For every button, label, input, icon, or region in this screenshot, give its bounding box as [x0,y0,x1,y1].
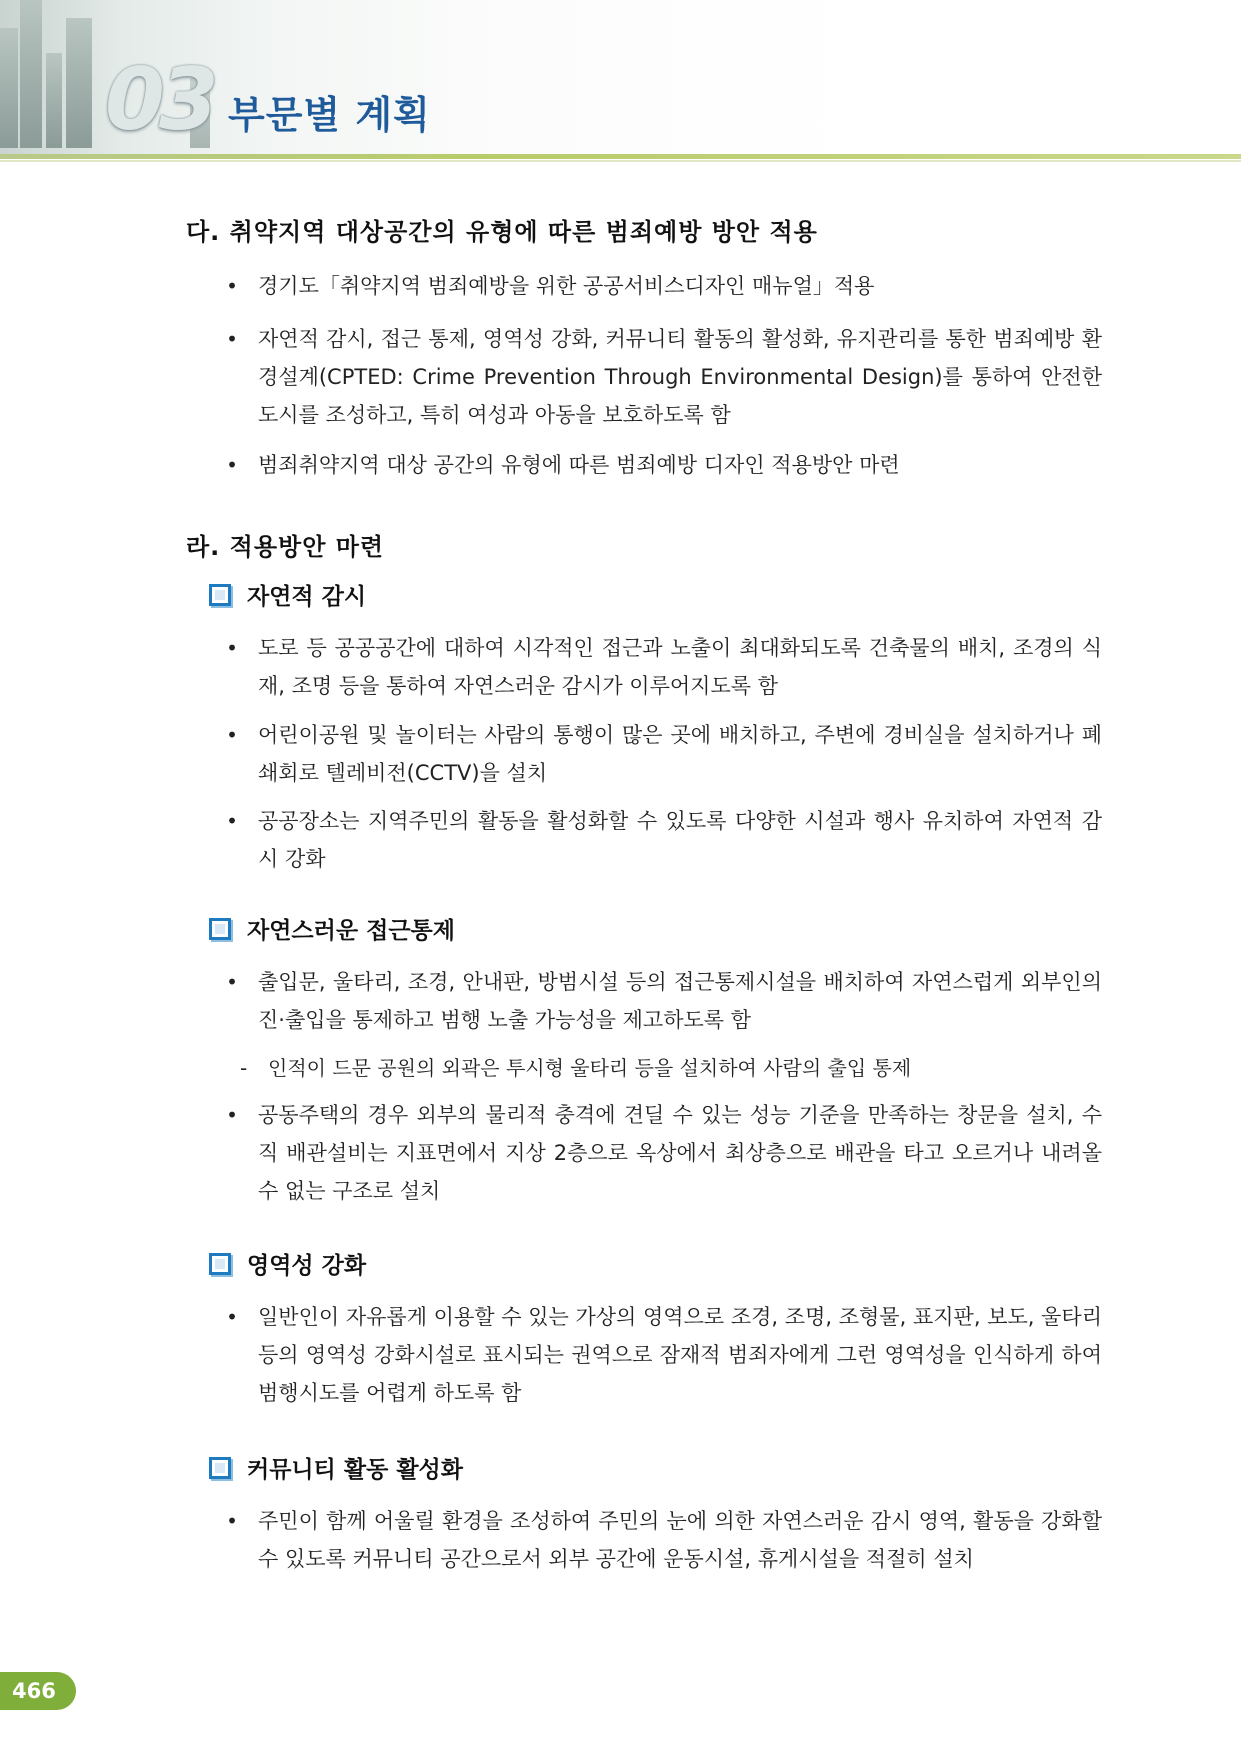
list-item-text: 경기도「취약지역 범죄예방을 위한 공공서비스디자인 매뉴얼」적용 [258,274,875,298]
list-item [222,1096,1102,1210]
list-item [222,320,1102,434]
list-item-text: 주민이 함께 어울릴 환경을 조성하여 주민의 눈에 의한 자연스러운 감시 영역, 활동을 강화할 수 있도록 커뮤니티 공간으로서 외부 공간에 운동시설, 휴게시설을 적절히 설치 [258,1509,1102,1571]
dash-icon: - [240,1056,248,1080]
list-item [222,716,1102,792]
header-divider-light [0,160,1241,162]
section-heading: 다. 취약지역 대상공간의 유형에 따른 범죄예방 방안 적용 [186,218,818,246]
bullet-icon: • [226,274,238,298]
list-item-text: 공동주택의 경우 외부의 물리적 충격에 견딜 수 있는 성능 기준을 만족하는 창문을 설치, 수직 배관설비는 지표면에서 지상 2층으로 옥상에서 최상층으로 배관을 타고 오르거나 내려올 수 없는 구조로 설치 [258,1103,1102,1203]
bullet-icon: • [226,453,238,477]
list-item [222,446,1102,484]
subsection-heading [209,1451,463,1484]
subsection-heading [209,912,455,945]
sub-list-item [240,1050,1100,1086]
page-number: 466 [0,1672,76,1710]
bullet-icon: • [226,970,238,994]
building-illustration [46,53,62,148]
list-item-text: 출입문, 울타리, 조경, 안내판, 방범시설 등의 접근통제시설을 배치하여 자연스럽게 외부인의 진·출입을 통제하고 범행 노출 가능성을 제고하도록 함 [258,970,1102,1032]
bullet-icon: • [226,1103,238,1127]
building-illustration [20,0,42,148]
square-bullet-icon [209,1253,231,1275]
list-item [222,963,1102,1039]
list-item [222,267,1102,305]
header-divider [0,154,1241,159]
bullet-icon: • [226,327,238,351]
bullet-icon: • [226,723,238,747]
list-item-text: 자연적 감시, 접근 통제, 영역성 강화, 커뮤니티 활동의 활성화, 유지관리를 통한 범죄예방 환경설계(CPTED: Crime Prevention Through Environmental Design)를 통하여 안전한 도시를 조성하고, 특히 여성과 아동을 보호하도록 함 [258,327,1102,427]
bullet-icon: • [226,809,238,833]
building-illustration [0,28,18,148]
list-item [222,802,1102,878]
square-bullet-icon [209,584,231,606]
list-item-text: 범죄취약지역 대상 공간의 유형에 따른 범죄예방 디자인 적용방안 마련 [258,453,900,477]
subsection-title: 자연스러운 접근통제 [247,918,455,944]
bullet-icon: • [226,1305,238,1329]
page-header [0,0,1241,165]
subsection-title: 커뮤니티 활동 활성화 [247,1457,463,1483]
chapter-number: 03 [105,50,213,150]
list-item [222,1298,1102,1412]
list-item-text: 어린이공원 및 놀이터는 사람의 통행이 많은 곳에 배치하고, 주변에 경비실을 설치하거나 폐쇄회로 텔레비전(CCTV)을 설치 [258,723,1102,785]
subsection-title: 영역성 강화 [247,1253,367,1279]
square-bullet-icon [209,1457,231,1479]
building-illustration [66,18,92,148]
bullet-icon: • [226,1509,238,1533]
sub-list-item-text: 인적이 드문 공원의 외곽은 투시형 울타리 등을 설치하여 사람의 출입 통제 [268,1056,912,1080]
chapter-title: 부문별 계획 [228,93,431,137]
subsection-heading [209,578,366,611]
square-bullet-icon [209,918,231,940]
list-item [222,629,1102,705]
list-item-text: 공공장소는 지역주민의 활동을 활성화할 수 있도록 다양한 시설과 행사 유치하여 자연적 감시 강화 [258,809,1102,871]
subsection-heading [209,1247,366,1280]
bullet-icon: • [226,636,238,660]
section-heading: 라. 적용방안 마련 [186,533,385,561]
list-item [222,1502,1102,1578]
list-item-text: 일반인이 자유롭게 이용할 수 있는 가상의 영역으로 조경, 조명, 조형물, 표지판, 보도, 울타리 등의 영역성 강화시설로 표시되는 권역으로 잠재적 범죄자에게 그런 영역성을 인식하게 하여 범행시도를 어렵게 하도록 함 [258,1305,1102,1405]
list-item-text: 도로 등 공공공간에 대하여 시각적인 접근과 노출이 최대화되도록 건축물의 배치, 조경의 식재, 조명 등을 통하여 자연스러운 감시가 이루어지도록 함 [258,636,1102,698]
subsection-title: 자연적 감시 [247,584,367,610]
